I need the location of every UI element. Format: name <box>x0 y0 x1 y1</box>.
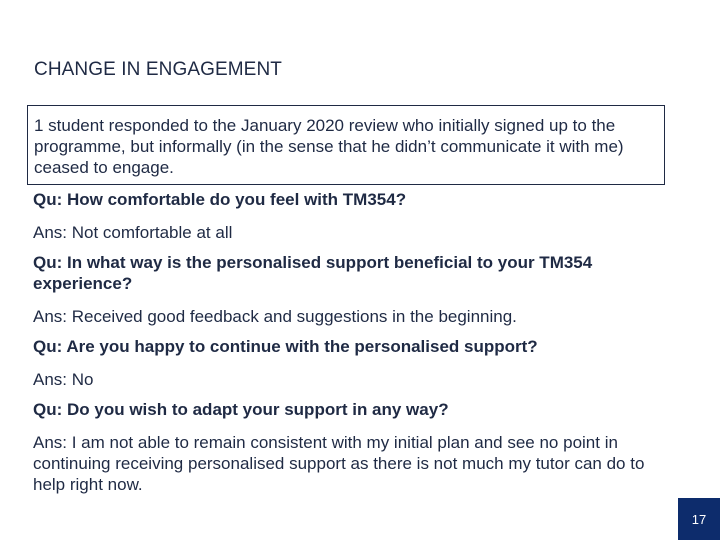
answer-3: Ans: No <box>33 370 94 389</box>
answer-1: Ans: Not comfortable at all <box>33 223 233 242</box>
slide-title: CHANGE IN ENGAGEMENT <box>34 59 282 80</box>
qa-list <box>33 189 673 495</box>
question-1: Qu: How comfortable do you feel with TM354? <box>33 190 407 209</box>
answer-2: Ans: Received good feedback and suggestions in the beginning. <box>33 307 517 326</box>
answer-4: Ans: I am not able to remain consistent with my initial plan and see no point in continuing receiving personalised support as there is not much my tutor can do to help right now. <box>33 433 645 494</box>
question-2: Qu: In what way is the personalised support beneficial to your TM354 experience? <box>33 253 593 293</box>
intro-text-box: 1 student responded to the January 2020 review who initially signed up to the programme, but informally (in the sense that he didn’t communicate it with me) ceased to engage. <box>27 105 665 185</box>
page-number: 17 <box>691 511 707 527</box>
question-4: Qu: Do you wish to adapt your support in any way? <box>33 400 449 419</box>
page-number-badge <box>678 498 720 540</box>
question-3: Qu: Are you happy to continue with the personalised support? <box>33 337 538 356</box>
